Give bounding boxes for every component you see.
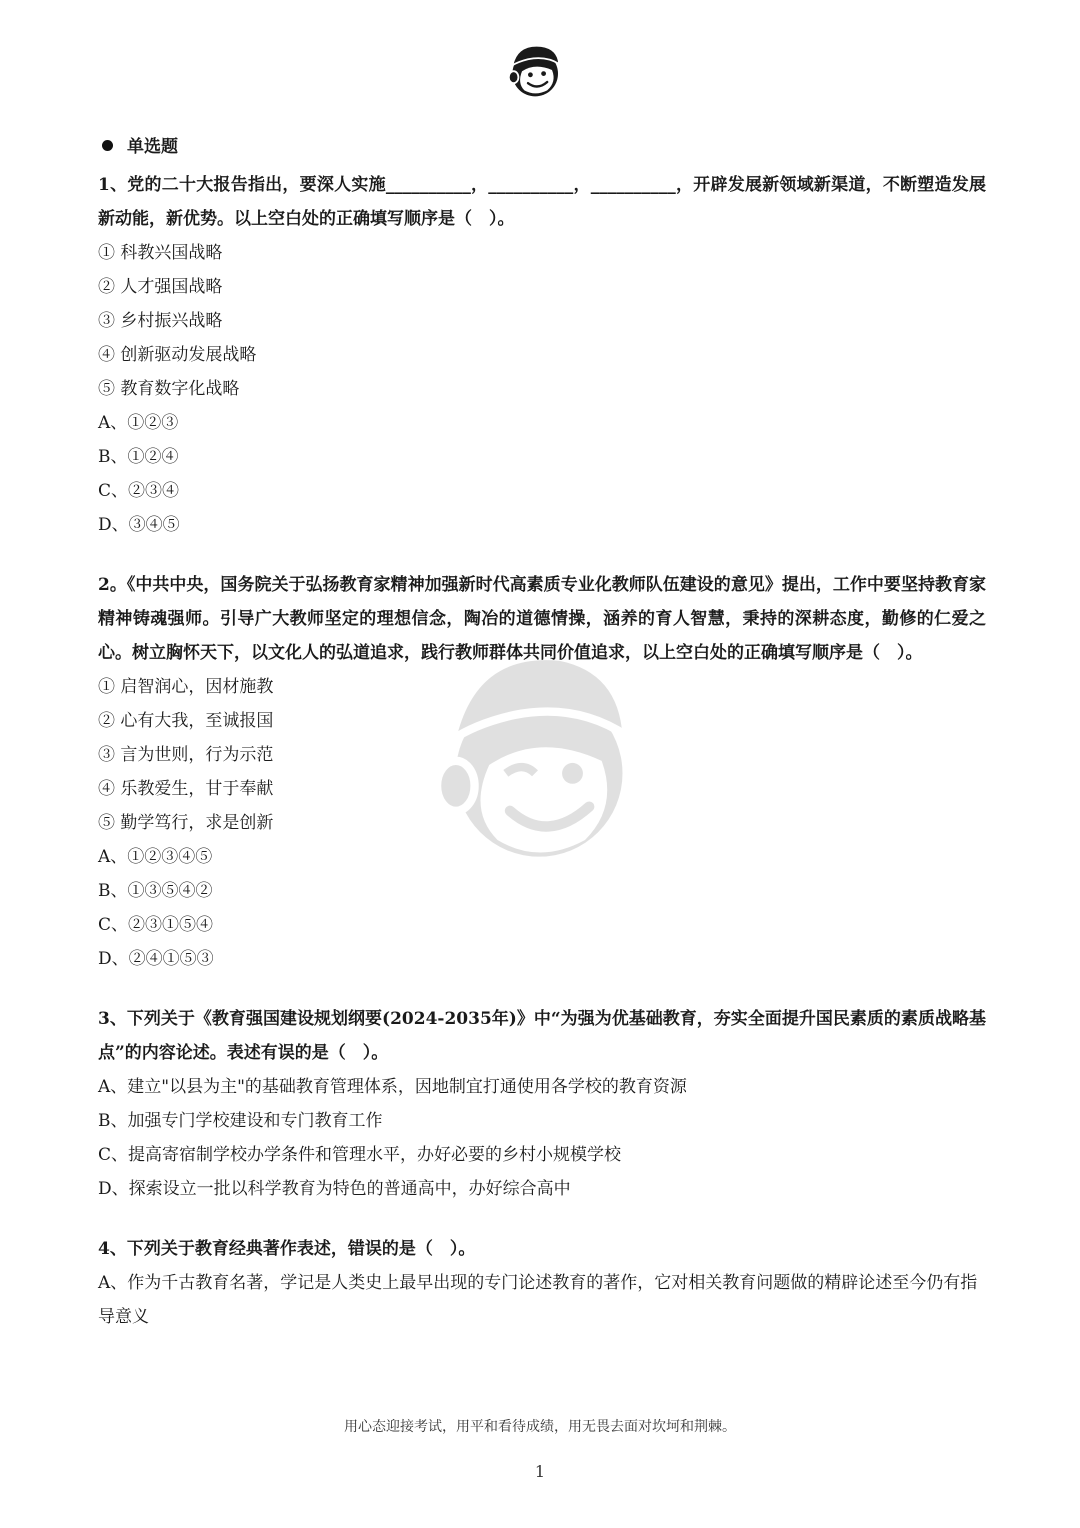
question-item: ⑤ 教育数字化战略 — [98, 379, 240, 399]
answer-option: D、③④⑤ — [98, 515, 180, 535]
question-item: ③ 言为世则，行为示范 — [98, 745, 274, 765]
question-item: ④ 创新驱动发展战略 — [98, 345, 257, 365]
section-title: 单选题 — [127, 137, 178, 157]
question-stem: 4、下列关于教育经典著作表述，错误的是（ ）。 — [98, 1239, 476, 1259]
question-stem: 1、党的二十大报告指出，要深人实施__________，__________，__________，开辟发展新领域新渠道，不断塑造发展新动能，新优势。以上空白处的正确填写顺序是（ ）。 — [98, 175, 986, 229]
answer-option: D、探索设立一批以科学教育为特色的普通高中，办好综合高中 — [98, 1179, 571, 1199]
answer-option: B、加强专门学校建设和专门教育工作 — [98, 1111, 383, 1131]
answer-option: A、建立"以县为主"的基础教育管理体系，因地制宜打通使用各学校的教育资源 — [98, 1077, 687, 1097]
question-item: ② 心有大我，至诚报国 — [98, 711, 274, 731]
answer-option: B、①③⑤④② — [98, 881, 213, 901]
section-heading — [98, 132, 986, 162]
question-stem: 2。《中共中央，国务院关于弘扬教育家精神加强新时代高素质专业化教师队伍建设的意见》提出，工作中要坚持教育家精神铸魂强师。引导广大教师坚定的理想信念，陶冶的道德情操，涵养的育人智慧，秉持的深耕态度，勤修的仁爱之心。树立胸怀天下，以文化人的弘道追求，践行教师群体共同价值追求，以上空白处的正确填写顺序是（ ）。 — [98, 575, 986, 663]
bullet-dot-icon — [102, 140, 113, 151]
page-number: 1 — [534, 1462, 546, 1481]
answer-option: C、②③④ — [98, 481, 180, 501]
question-item: ① 科教兴国战略 — [98, 243, 223, 263]
question-item: ① 启智润心，因材施教 — [98, 677, 274, 697]
question-4 — [98, 1232, 986, 1334]
answer-option: D、②④①⑤③ — [98, 949, 214, 969]
question-item: ④ 乐教爱生，甘于奉献 — [98, 779, 274, 799]
footer-motto: 用心态迎接考试，用平和看待成绩，用无畏去面对坎坷和荆棘。 — [344, 1419, 736, 1435]
question-stem: 3、下列关于《教育强国建设规划纲要(2024-2035年)》中“为强为优基础教育，夯实全面提升国民素质的素质战略基点”的内容论述。表述有误的是（ ）。 — [98, 1009, 986, 1063]
question-2 — [98, 568, 986, 976]
question-item: ② 人才强国战略 — [98, 277, 223, 297]
answer-option: C、提高寄宿制学校办学条件和管理水平，办好必要的乡村小规模学校 — [98, 1145, 622, 1165]
answer-option: B、①②④ — [98, 447, 179, 467]
question-3 — [98, 1002, 986, 1206]
question-item: ⑤ 勤学笃行，求是创新 — [98, 813, 274, 833]
monkey-mascot-icon — [504, 40, 564, 100]
question-item: ③ 乡村振兴战略 — [98, 311, 223, 331]
exam-content — [98, 132, 986, 1334]
answer-option: A、①②③④⑤ — [98, 847, 213, 867]
answer-option: C、②③①⑤④ — [98, 915, 214, 935]
question-1 — [98, 168, 986, 542]
answer-option: A、作为千古教育名著，学记是人类史上最早出现的专门论述教育的著作，它对相关教育问题做的精辟论述至今仍有指导意义 — [98, 1273, 978, 1327]
answer-option: A、①②③ — [98, 413, 179, 433]
